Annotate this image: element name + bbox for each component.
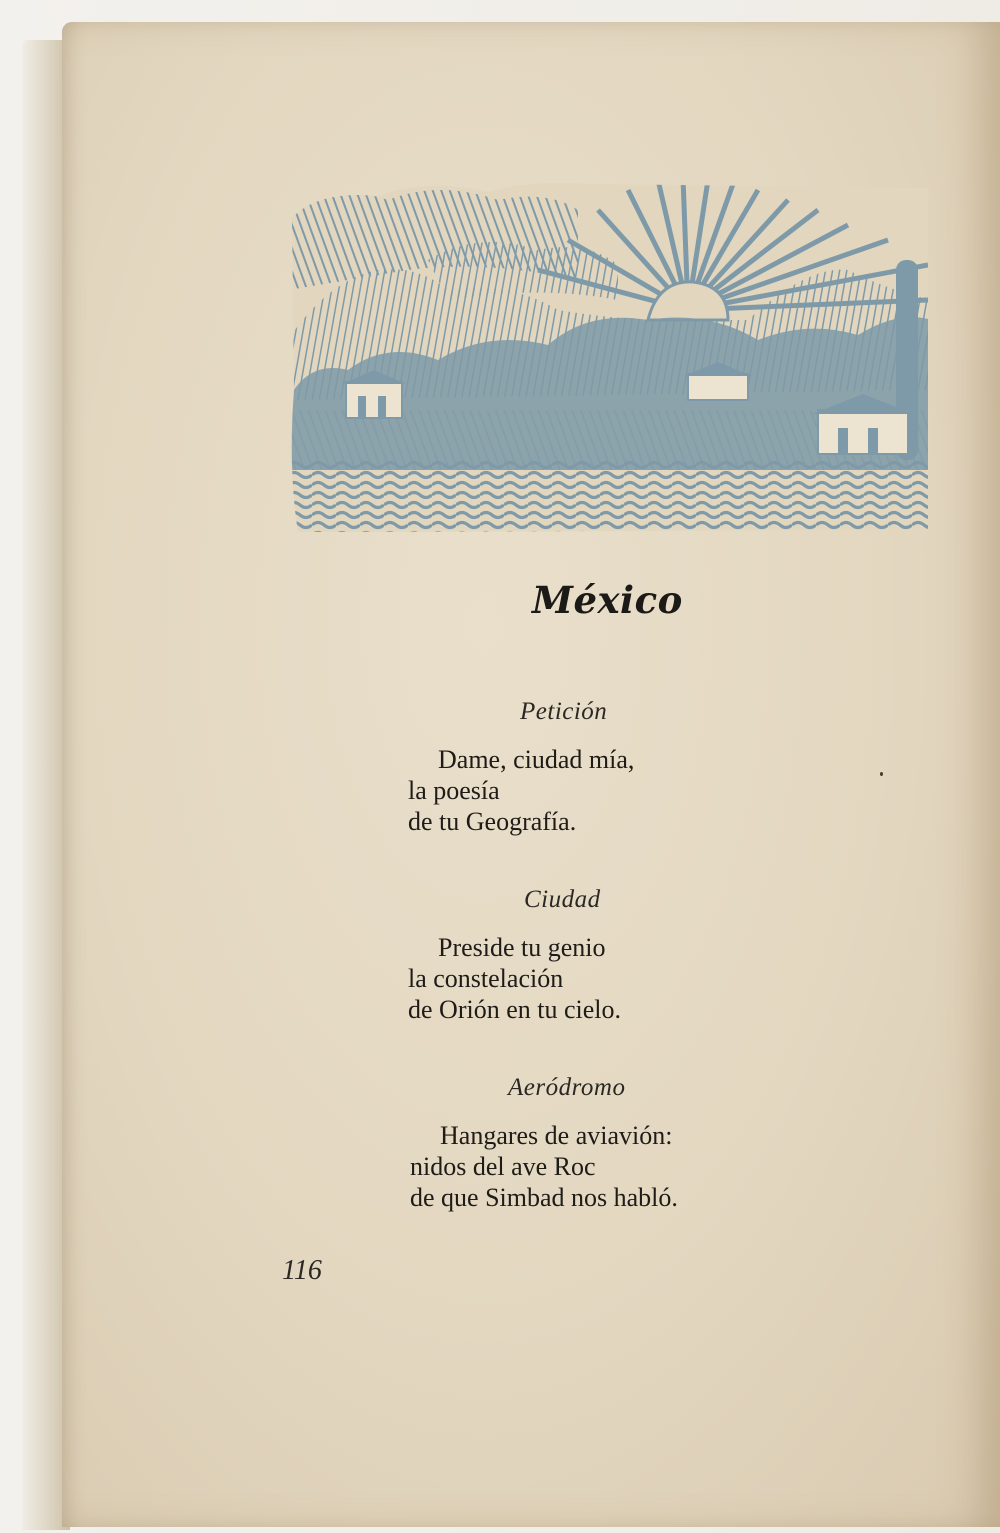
ground bbox=[288, 460, 932, 536]
verse-line: Hangares de aviavión: bbox=[440, 1121, 673, 1150]
verse-line: Dame, ciudad mía, bbox=[438, 745, 635, 774]
woodcut-landscape bbox=[288, 170, 932, 536]
poem-heading-aerodromo: Aeródromo bbox=[508, 1074, 626, 1101]
paper-speck bbox=[880, 772, 883, 776]
poem-verse-peticion bbox=[408, 744, 634, 837]
woodcut-illustration bbox=[288, 170, 932, 536]
verse-line: de Orión en tu cielo. bbox=[408, 995, 621, 1024]
poem-heading-ciudad: Ciudad bbox=[524, 886, 601, 913]
poem-verse-aerodromo bbox=[410, 1120, 678, 1213]
verse-line: la poesía bbox=[408, 776, 500, 805]
poem-heading-peticion: Petición bbox=[520, 698, 608, 725]
poem-verse-ciudad bbox=[408, 932, 621, 1025]
page-number: 116 bbox=[282, 1255, 322, 1286]
verse-line: de tu Geografía. bbox=[408, 807, 577, 836]
verse-line: de que Simbad nos habló. bbox=[410, 1183, 678, 1212]
book-page bbox=[62, 22, 1000, 1527]
page-title: México bbox=[532, 578, 683, 622]
verse-line: nidos del ave Roc bbox=[410, 1152, 596, 1181]
verse-line: Preside tu genio bbox=[438, 933, 606, 962]
verse-line: la constelación bbox=[408, 964, 564, 993]
